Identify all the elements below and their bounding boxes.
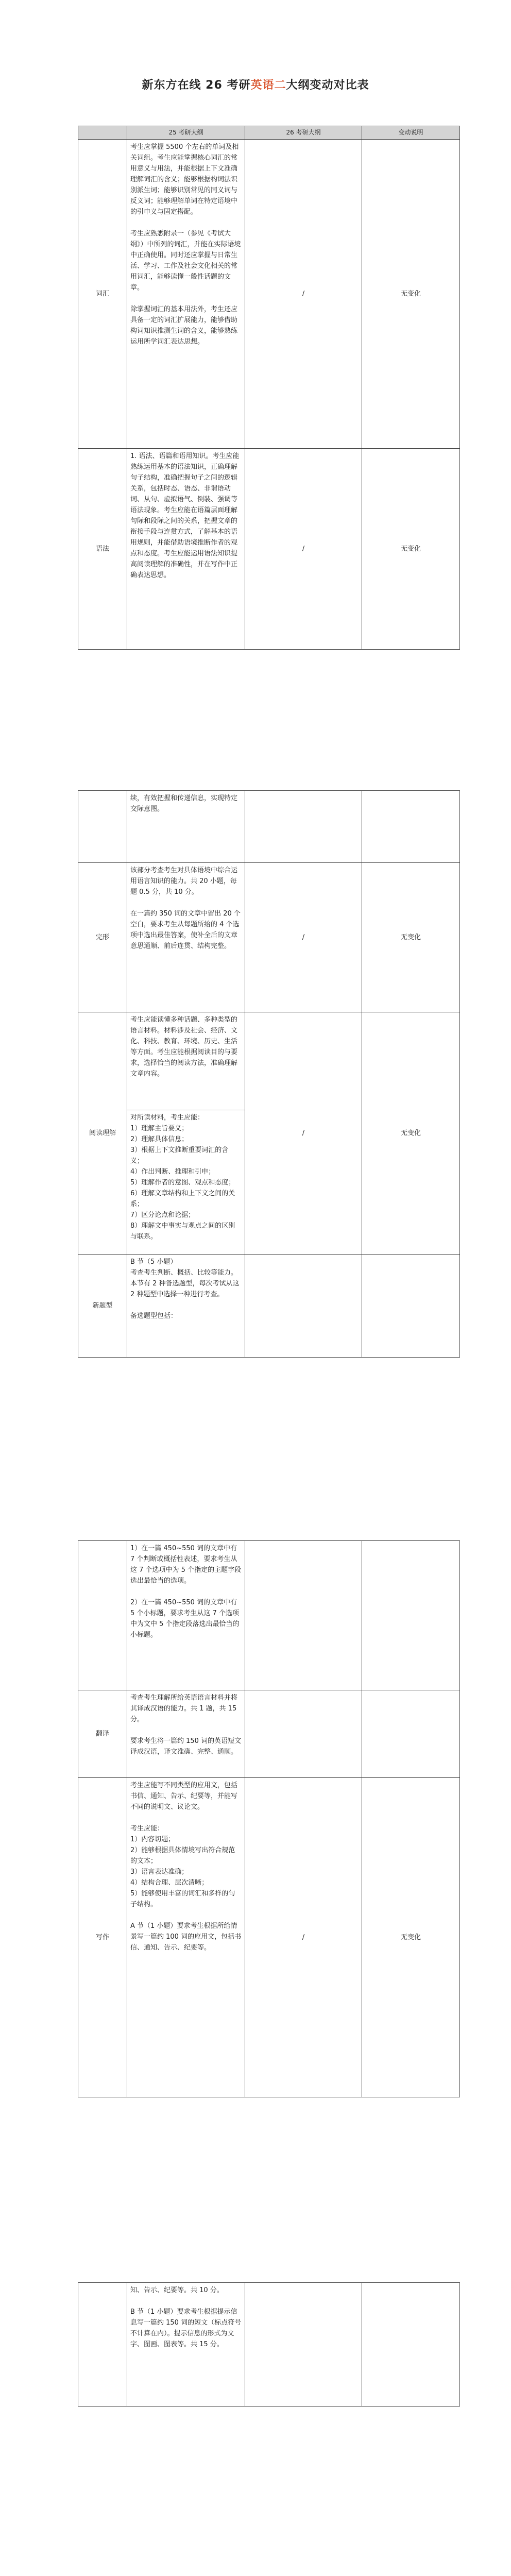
grammar-cont-text: 续，有效把握和传递信息，实现特定交际意图。 xyxy=(127,791,245,863)
writing-25-text: 考生应能写不同类型的应用文，包括书信、通知、告示、纪要等，并能写不同的说明文、议论文。 考生应能： 1）内容切题； 2）能够根据具体情境写出符合规范的文本； 3）语言表达准确； 4）结构合理、层次清晰； 5）能够使用丰富的词汇和多样的句子结构。 A 节（1 小题）要求考生根据所给情景写一篇约 100 词的应用文，包括书信、通知、告示、纪要等。 xyxy=(127,1778,245,2097)
table-row-writing xyxy=(78,1778,460,2097)
category-newtype-cont xyxy=(78,1541,127,1690)
table-row-grammar-cont xyxy=(78,791,460,863)
cloze-25-text: 该部分考查考生对具体语境中综合运用语言知识的能力。共 20 小题，每题 0.5 分，共 10 分。 在一篇约 350 词的文章中留出 20 个空白，要求考生从每题所给的 4 个选项中选出最佳答案，使补全后的文章意思通顺、前后连贯、结构完整。 xyxy=(127,863,245,1012)
new-type-26 xyxy=(245,1255,362,1358)
vocab-26-text: / xyxy=(245,140,362,449)
table-row-grammar xyxy=(78,449,460,650)
comparison-table-page-2 xyxy=(78,790,460,1358)
table-row-translation xyxy=(78,1690,460,1778)
translation-26 xyxy=(245,1690,362,1778)
reading-25-part1: 考生应能读懂多种话题、多种类型的语言材料。材料涉及社会、经济、文化、科技、教育、环境、历史、生活等方面。考生应能根据阅读目的与要求，选择恰当的阅读方法，准确理解文章内容。 xyxy=(127,1012,245,1110)
comparison-table-page-1 xyxy=(78,126,460,650)
newtype-cont-note xyxy=(362,1541,460,1690)
vocab-25-text: 考生应掌握 5500 个左右的单词及相关词组。考生应能掌握核心词汇的常用意义与用法，并能根据上下文准确理解词汇的含义；能够根据构词法识别派生词；能够识别常见的同义词与反义词；能够理解单词在特定语境中的引申义与固定搭配。 考生应熟悉附录一（参见《考试大纲》）中所列的词汇，并能在实际语境中正确使用。同时还应掌握与日常生活、学习、工作及社会文化相关的常用词汇，能够读懂一般性话题的文章。 除掌握词汇的基本用法外，考生还应具备一定的词汇扩展能力，能够借助构词知识推测生词的含义，能够熟练运用所学词汇表达思想。 xyxy=(127,140,245,449)
cloze-26-text: / xyxy=(245,863,362,1012)
header-26-syllabus: 26 考研大纲 xyxy=(245,126,362,140)
category-cloze: 完形 xyxy=(78,863,127,1012)
title-accent: 英语二 xyxy=(250,79,286,92)
page-title: 新东方在线 26 考研英语二大纲变动对比表 xyxy=(142,79,369,92)
table-row-writing-cont xyxy=(78,2283,460,2406)
grammar-cont-note xyxy=(362,791,460,863)
grammar-change-note: 无变化 xyxy=(362,449,460,650)
table-row-reading-1 xyxy=(78,1012,460,1110)
newtype-cont-26 xyxy=(245,1541,362,1690)
reading-25-part2: 对所读材料，考生应能： 1）理解主旨要义； 2）理解具体信息； 3）根据上下文推断重要词汇的含义； 4）作出判断、推理和引申； 5）理解作者的意图、观点和态度； 6）理解文章结构和上下文之间的关系； 7）区分论点和论据； 8）理解文中事实与观点之间的区别与联系。 xyxy=(127,1110,245,1255)
category-vocab: 词汇 xyxy=(78,140,127,449)
table-row-vocab xyxy=(78,140,460,449)
header-blank xyxy=(78,126,127,140)
header-change-note: 变动说明 xyxy=(362,126,460,140)
category-translation: 翻译 xyxy=(78,1690,127,1778)
reading-change-note: 无变化 xyxy=(362,1012,460,1255)
vocab-change-note: 无变化 xyxy=(362,140,460,449)
table-row-newtype-cont xyxy=(78,1541,460,1690)
writing-cont-note xyxy=(362,2283,460,2406)
writing-cont-26 xyxy=(245,2283,362,2406)
new-type-25-text: B 节（5 小题） 考查考生判断、概括、比较等能力。本节有 2 种备选题型，每次考试从这 2 种题型中选择一种进行考查。 备选题型包括： xyxy=(127,1255,245,1358)
translation-25-text: 考查考生理解所给英语语言材料并将其译成汉语的能力。共 1 题，共 15 分。 要求考生将一篇约 150 词的英语短文译成汉语，译文准确、完整、通顺。 xyxy=(127,1690,245,1778)
category-grammar: 语法 xyxy=(78,449,127,650)
category-writing-cont xyxy=(78,2283,127,2406)
table-header-row xyxy=(78,126,460,140)
writing-26-text: / xyxy=(245,1778,362,2097)
comparison-table-page-3 xyxy=(78,1540,460,2097)
category-grammar-cont xyxy=(78,791,127,863)
new-type-note xyxy=(362,1255,460,1358)
table-row-new-type xyxy=(78,1255,460,1358)
grammar-cont-26 xyxy=(245,791,362,863)
reading-26-text: / xyxy=(245,1012,362,1255)
writing-cont-text: 知、告示、纪要等。共 10 分。 B 节（1 小题）要求考生根据提示信息写一篇约 150 词的短文（标点符号不计算在内）。提示信息的形式为文字、图画、图表等。共 15 分。 xyxy=(127,2283,245,2406)
table-row-cloze xyxy=(78,863,460,1012)
grammar-26-text: / xyxy=(245,449,362,650)
comparison-table-page-4 xyxy=(78,2282,460,2406)
header-25-syllabus: 25 考研大纲 xyxy=(127,126,245,140)
writing-change-note: 无变化 xyxy=(362,1778,460,2097)
grammar-25-text: 1. 语法、语篇和语用知识。考生应能熟练运用基本的语法知识，正确理解句子结构，准确把握句子之间的逻辑关系，包括时态、语态、非谓语动词、从句、虚拟语气、倒装、强调等语法现象。考生应能在语篇层面理解句际和段际之间的关系，把握文章的衔接手段与连贯方式，了解基本的语用规则，并能借助语境推断作者的观点和态度。考生应能运用语法知识提高阅读理解的准确性，并在写作中正确表达思想。 xyxy=(127,449,245,650)
category-reading: 阅读理解 xyxy=(78,1012,127,1255)
category-writing: 写作 xyxy=(78,1778,127,2097)
category-new-type: 新题型 xyxy=(78,1255,127,1358)
newtype-cont-text: 1）在一篇 450~550 词的文章中有 7 个判断或概括性表述，要求考生从这 7 个选项中为 5 个指定的主题字段选出最恰当的选项。 2）在一篇 450~550 词的文章中有 5 个小标题，要求考生从这 7 个选项中为文中 5 个指定段落选出最恰当的小标题。 xyxy=(127,1541,245,1690)
cloze-change-note: 无变化 xyxy=(362,863,460,1012)
translation-note xyxy=(362,1690,460,1778)
